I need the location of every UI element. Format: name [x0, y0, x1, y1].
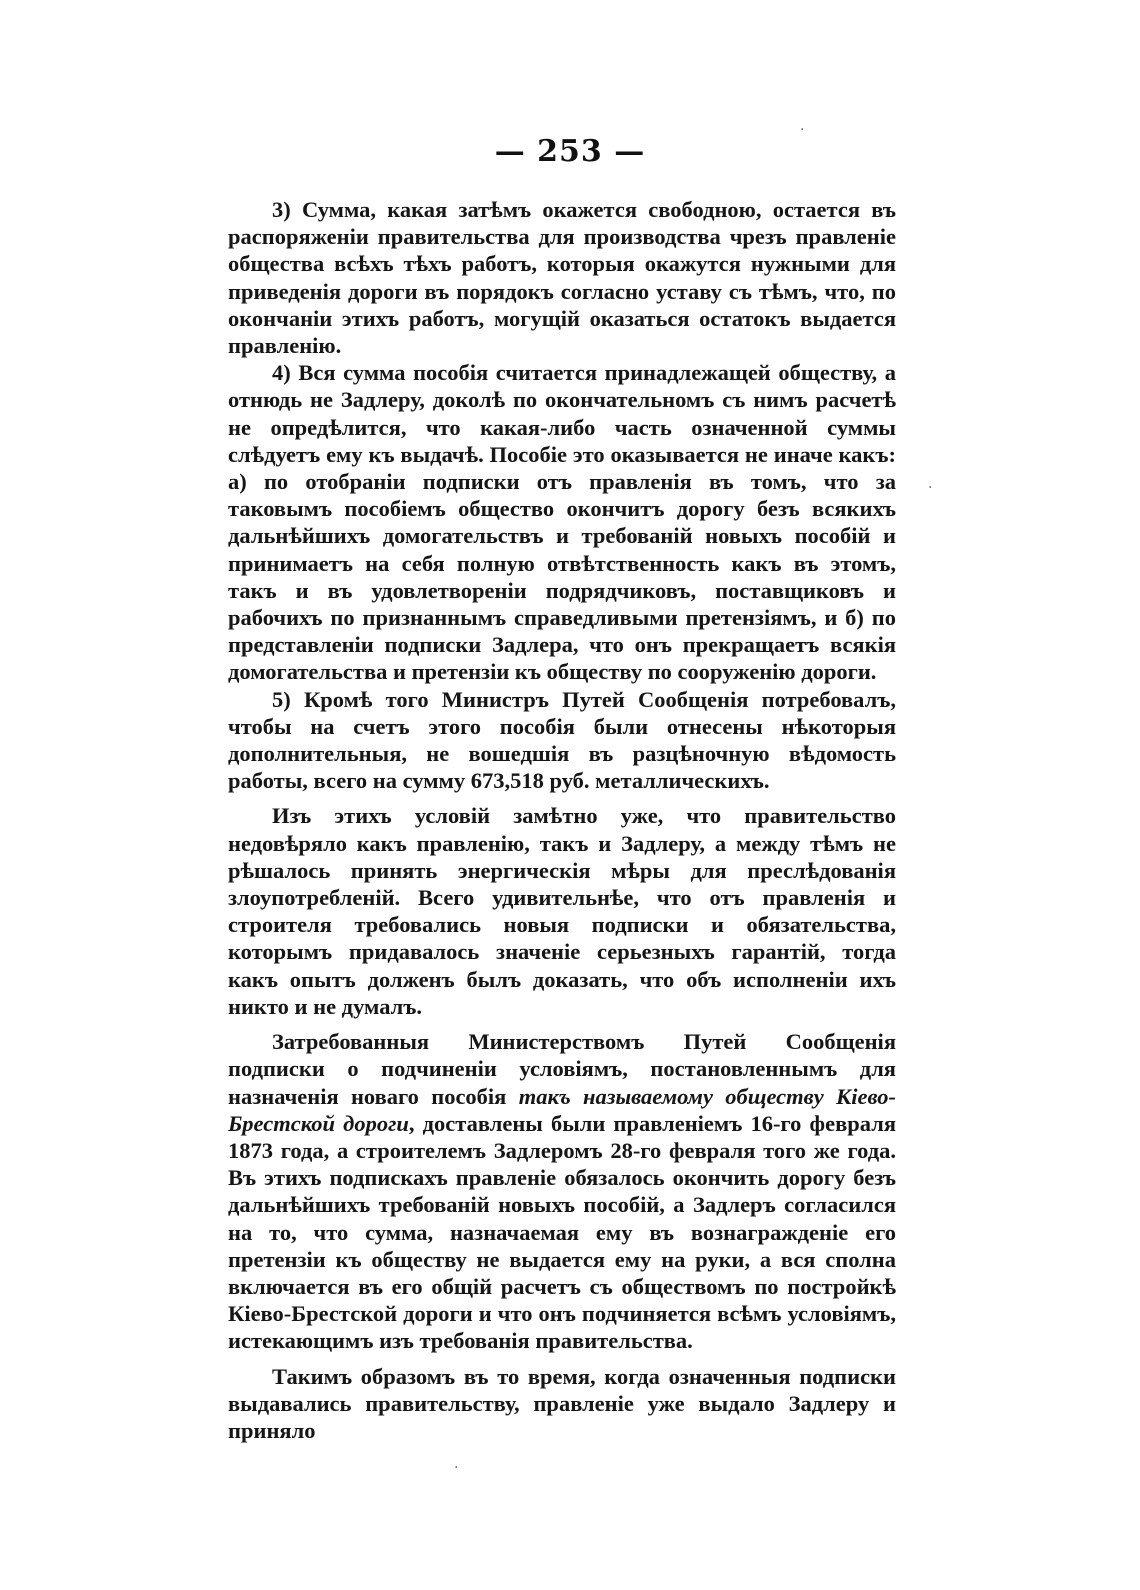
body-text [228, 196, 896, 1444]
page-number: — 253 — [494, 134, 646, 169]
ink-speck: · [454, 1460, 459, 1476]
paragraph-item-5: 5) Кромѣ того Министръ Путей Сообщенія потребовалъ, чтобы на счетъ этого пособія были отнесены нѣкоторыя дополнительныя, не вошедшія въ разцѣночную вѣдомость работы, всего на сумму 673,518 руб. металлическихъ. [228, 686, 896, 794]
paragraph-subscriptions [228, 1028, 896, 1354]
italic-phrase: такъ называемому обществу Кіево-Брестской дороги [228, 1083, 897, 1136]
paragraph-conditions: Изъ этихъ условій замѣтно уже, что правительство недовѣряло какъ правленію, такъ и Задлеру, а между тѣмъ не рѣшалось принять энергическія мѣры для преслѣдованія злоупотребленій. Всего удивительнѣе, что отъ правленія и строителя требовались новыя подписки и обязательства, которымъ придавалось значеніе серьезныхъ гарантій, тогда какъ опытъ долженъ былъ доказать, что объ исполненіи ихъ никто и не думалъ. [228, 803, 896, 1019]
ink-speck: · [800, 122, 805, 138]
paragraph-subscriptions-end: , доставлены были правленіемъ 16-го февраля 1873 года, а строителемъ Задлеромъ 28-го февраля того же года. Въ этихъ подпискахъ правленіе обязалось окончить дорогу безъ дальнѣйшихъ требованій новыхъ пособій, а Задлеръ согласился на то, что сумма, назначаемая ему въ вознагражденіе его претензіи къ обществу не выдается ему на руки, а вся сполна включается въ его общій расчетъ съ обществомъ по постройкѣ Кіево-Брестской дороги и что онъ подчиняется всѣмъ условіямъ, истекающимъ изъ требованія правительства. [228, 1110, 896, 1354]
paragraph-subscriptions-start: Затребованныя Министерствомъ Путей Сообщенія подписки о подчиненіи условіямъ, постановленнымъ для назначенія новаго пособія [228, 1029, 896, 1109]
paragraph-final: Такимъ образомъ въ то время, когда означенныя подписки выдавались правительству, правленіе уже выдало Задлеру и приняло [228, 1363, 896, 1443]
ink-speck: · [928, 480, 933, 496]
paragraph-item-4: 4) Вся сумма пособія считается принадлежащей обществу, а отнюдь не Задлеру, доколѣ по окончательномъ съ нимъ расчетѣ не опредѣлится, что какая-либо часть означенной суммы слѣдуетъ ему къ выдачѣ. Пособіе это оказывается не иначе какъ: а) по отобраніи подписки отъ правленія въ томъ, что за таковымъ пособіемъ общество окончитъ дорогу безъ всякихъ дальнѣйшихъ домогательствъ и требованій новыхъ пособій и принимаетъ на себя полную отвѣтственность какъ въ этомъ, такъ и въ удовлетвореніи подрядчиковъ, поставщиковъ и рабочихъ по признаннымъ справедливыми претензіямъ, и б) по представленіи подписки Задлера, что онъ прекращаетъ всякія домогательства и претензіи къ обществу по сооруженію дороги. [228, 360, 896, 685]
paragraph-item-3: 3) Сумма, какая затѣмъ окажется свободною, остается въ распоряженіи правительства для производства чрезъ правленіе общества всѣхъ тѣхъ работъ, которыя окажутся нужными для приведенія дороги въ порядокъ согласно уставу съ тѣмъ, что, по окончаніи этихъ работъ, могущій оказаться остатокъ выдается правленію. [228, 197, 896, 359]
